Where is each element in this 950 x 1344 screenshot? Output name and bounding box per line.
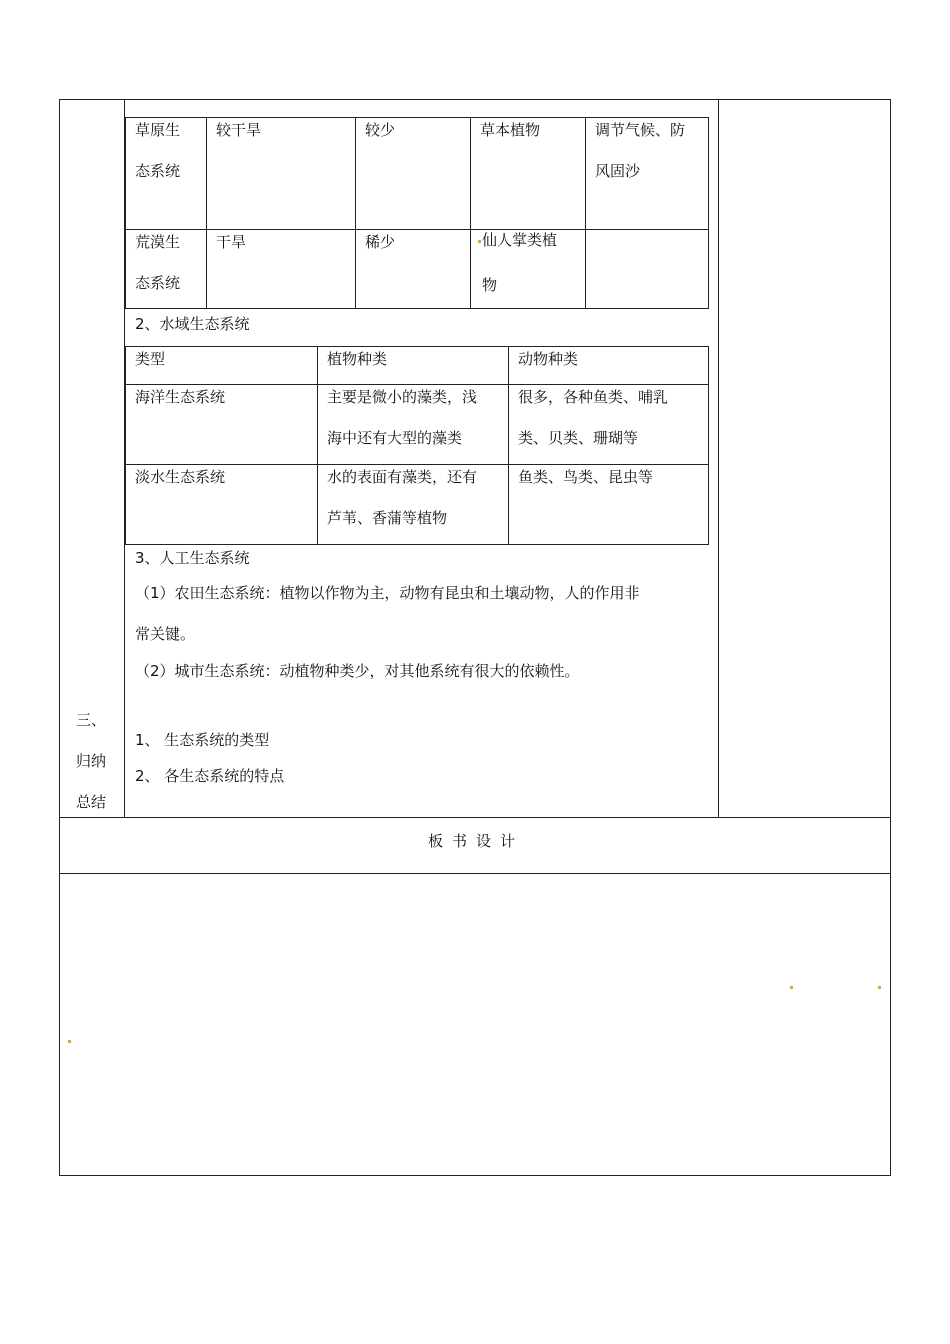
board-design-title: 板书设计	[428, 832, 525, 850]
outer-right-border	[890, 99, 891, 1176]
aquatic-top	[125, 346, 709, 347]
desert-water: 干旱	[216, 233, 247, 251]
aquatic-col-3	[708, 346, 709, 545]
desert-name	[135, 222, 180, 304]
summary-item-2: 2、 各生态系统的特点	[135, 767, 285, 785]
grassland-water: 较干旱	[216, 121, 262, 139]
aquatic-header-animals: 动物种类	[518, 350, 579, 368]
speck-2	[790, 986, 793, 989]
aquatic-header-type: 类型	[135, 350, 166, 368]
summary-label-line3: 总结	[76, 793, 107, 811]
ocean-plants	[327, 377, 477, 459]
freshwater-animals: 鱼类、鸟类、昆虫等	[518, 468, 654, 486]
outer-top-border	[59, 99, 891, 100]
artificial-heading: 3、人工生态系统	[135, 549, 250, 567]
terrestrial-bottom	[125, 308, 709, 309]
board-header-top-border	[59, 817, 891, 818]
terrestrial-row-divider	[125, 229, 709, 230]
ocean-animals	[518, 377, 668, 459]
freshwater-plants-line1: 水的表面有藻类，还有	[327, 468, 478, 486]
summary-label-line1: 三、	[76, 711, 107, 729]
speck-3	[878, 986, 881, 989]
grassland-function	[595, 110, 685, 192]
board-header-bottom-border	[59, 873, 891, 874]
ocean-animals-line2: 类、贝类、珊瑚等	[518, 429, 639, 447]
outer-left-border	[59, 99, 60, 1176]
freshwater-type: 淡水生态系统	[135, 468, 226, 486]
notes-column-divider	[718, 99, 719, 818]
summary-label	[76, 700, 106, 823]
terrestrial-col-4	[585, 117, 586, 309]
summary-label-line2: 归纳	[76, 752, 107, 770]
farmland-line2: 常关键。	[135, 625, 196, 643]
grassland-animals: 较少	[365, 121, 396, 139]
grassland-name-line1: 草原生	[135, 121, 181, 139]
terrestrial-col-3	[470, 117, 471, 309]
desert-name-line2: 态系统	[135, 274, 181, 292]
aquatic-col-1	[317, 346, 318, 545]
grassland-plants: 草本植物	[480, 121, 541, 139]
grassland-function-line1: 调节气候、防	[595, 121, 686, 139]
aquatic-header-plants: 植物种类	[327, 350, 388, 368]
desert-name-line1: 荒漠生	[135, 233, 181, 251]
terrestrial-col-5	[708, 117, 709, 309]
farmland-line1: （1）农田生态系统：植物以作物为主，动物有昆虫和土壤动物，人的作用非	[135, 584, 640, 602]
summary-item-1: 1、 生态系统的类型	[135, 731, 270, 749]
grassland-name	[135, 110, 180, 192]
aquatic-col-2	[508, 346, 509, 545]
terrestrial-col-2	[355, 117, 356, 309]
ocean-animals-line1: 很多，各种鱼类、哺乳	[518, 388, 669, 406]
desert-animals: 稀少	[365, 233, 396, 251]
aquatic-bottom	[125, 544, 709, 545]
ocean-plants-line2: 海中还有大型的藻类	[327, 429, 463, 447]
desert-plants-line2: 物	[482, 276, 498, 294]
grassland-function-line2: 风固沙	[595, 162, 641, 180]
desert-plants	[482, 218, 557, 308]
grassland-name-line2: 态系统	[135, 162, 181, 180]
terrestrial-col-0	[125, 117, 126, 309]
aquatic-col-0	[125, 346, 126, 545]
speck-1	[478, 240, 481, 243]
aquatic-heading: 2、水域生态系统	[135, 315, 250, 333]
freshwater-plants	[327, 457, 477, 539]
outer-bottom-border	[59, 1175, 891, 1176]
ocean-plants-line1: 主要是微小的藻类，浅	[327, 388, 478, 406]
ocean-type: 海洋生态系统	[135, 388, 226, 406]
desert-plants-line1: 仙人掌类植	[482, 231, 558, 249]
speck-4	[68, 1040, 71, 1043]
terrestrial-col-1	[206, 117, 207, 309]
city-line: （2）城市生态系统：动植物种类少，对其他系统有很大的依赖性。	[135, 662, 580, 680]
freshwater-plants-line2: 芦苇、香蒲等植物	[327, 509, 448, 527]
